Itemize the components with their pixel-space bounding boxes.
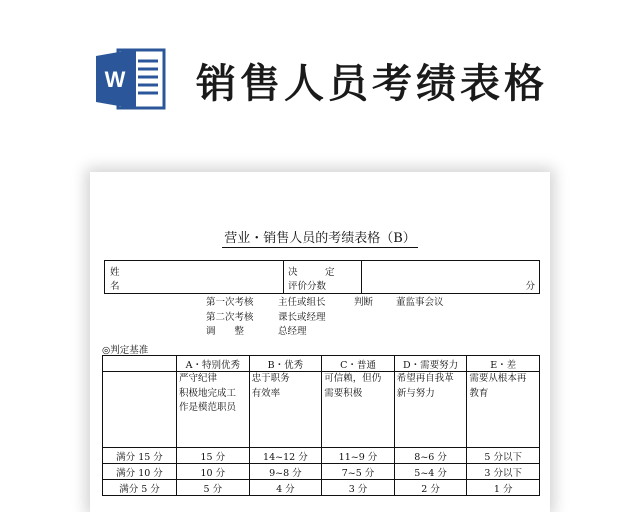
score-value: 11~9 分 bbox=[322, 448, 395, 464]
grade-header: C・普通 bbox=[322, 356, 395, 372]
grade-header: B・优秀 bbox=[249, 356, 322, 372]
grade-header-row bbox=[103, 356, 540, 372]
banner-header bbox=[0, 0, 640, 160]
score-value: 3 分 bbox=[322, 480, 395, 496]
score-cell bbox=[361, 261, 539, 293]
name-label-2: 名 bbox=[110, 281, 120, 292]
step-final: 董监事会议 bbox=[396, 297, 444, 308]
score-value: 5 分 bbox=[177, 480, 250, 496]
review-step bbox=[206, 296, 444, 311]
decide-label-1: 决 bbox=[288, 267, 298, 278]
score-value: 1 分 bbox=[467, 480, 540, 496]
page-title: 销售人员考绩表格 bbox=[196, 61, 548, 107]
review-step bbox=[206, 325, 444, 340]
score-row bbox=[103, 480, 540, 496]
score-row-label: 满分 5 分 bbox=[103, 480, 177, 496]
grade-description: 严守纪律 积极地完成工 作是模范职员 bbox=[177, 372, 250, 448]
score-row-label: 满分 10 分 bbox=[103, 464, 177, 480]
name-label-1: 姓 bbox=[110, 267, 120, 278]
score-row-label: 满分 15 分 bbox=[103, 448, 177, 464]
review-step bbox=[206, 311, 444, 326]
review-steps bbox=[206, 296, 444, 340]
name-cell bbox=[105, 261, 284, 293]
score-value: 3 分以下 bbox=[467, 464, 540, 480]
step-who: 课长或经理 bbox=[278, 311, 326, 323]
grade-description: 可信赖，但仍 需要积极 bbox=[322, 372, 395, 448]
score-value: 4 分 bbox=[249, 480, 322, 496]
decision-cell bbox=[283, 261, 362, 293]
blank-cell bbox=[103, 372, 177, 448]
score-row bbox=[103, 464, 540, 480]
score-value: 9~8 分 bbox=[249, 464, 322, 480]
score-unit: 分 bbox=[525, 281, 535, 292]
step-who: 总经理 bbox=[278, 326, 307, 337]
score-value: 8~6 分 bbox=[394, 448, 467, 464]
grade-header: A・特别优秀 bbox=[177, 356, 250, 372]
grade-description-row bbox=[103, 372, 540, 448]
document-title: 营业・销售人员的考绩表格（B） bbox=[224, 231, 416, 246]
score-value: 5 分以下 bbox=[467, 448, 540, 464]
grading-table bbox=[102, 355, 540, 496]
score-row bbox=[103, 448, 540, 464]
grade-header: E・差 bbox=[467, 356, 540, 372]
grade-description: 忠于职务 有效率 bbox=[249, 372, 322, 448]
corner-cell bbox=[103, 356, 177, 372]
word-logo-letter: W bbox=[104, 67, 126, 92]
score-value: 14~12 分 bbox=[249, 448, 322, 464]
score-value: 15 分 bbox=[177, 448, 250, 464]
step-action: 判断 bbox=[354, 297, 374, 308]
judgement-basis-label: ◎判定基准 bbox=[102, 345, 149, 356]
score-value: 2 分 bbox=[394, 480, 467, 496]
grade-description: 需要从根本再 教育 bbox=[467, 372, 540, 448]
score-value: 7~5 分 bbox=[322, 464, 395, 480]
step-stage: 第一次考核 bbox=[206, 297, 254, 308]
step-who: 主任或组长 bbox=[278, 297, 326, 308]
score-label: 评价分数 bbox=[288, 281, 327, 292]
evaluation-info-table bbox=[104, 260, 540, 294]
word-icon bbox=[96, 46, 166, 112]
score-value: 5~4 分 bbox=[394, 464, 467, 480]
decide-label-2: 定 bbox=[325, 267, 335, 278]
step-stage: 调 整 bbox=[206, 326, 245, 337]
grade-header: D・需要努力 bbox=[394, 356, 467, 372]
grade-description: 希望再自我革 新与努力 bbox=[394, 372, 467, 448]
score-value: 10 分 bbox=[177, 464, 250, 480]
step-stage: 第二次考核 bbox=[206, 311, 254, 323]
document-page bbox=[90, 172, 550, 512]
